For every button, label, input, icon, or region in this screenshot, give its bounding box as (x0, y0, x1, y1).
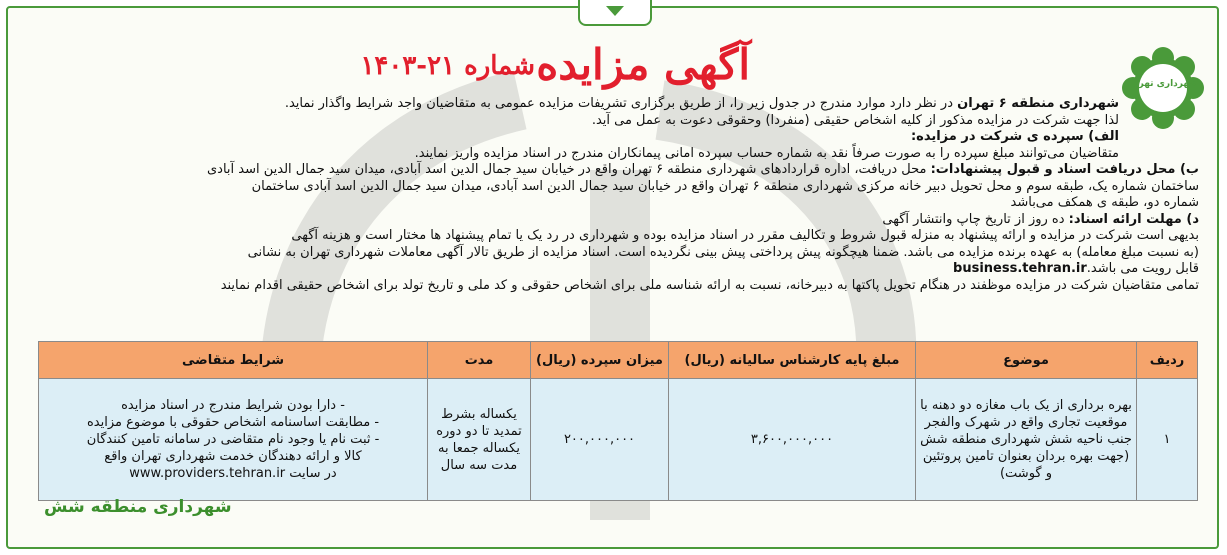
body-line-8: د) مهلت ارائه اسناد: ده روز از تاریخ چاپ وانتشار آگهی (882, 211, 1199, 227)
title-number: شماره ۲۱-۱۴۰۳ (360, 51, 535, 81)
body-line-7: شماره دو، طبقه ی همکف می‌باشد (1010, 195, 1199, 210)
body-line-11: قابل رویت می باشد.business.tehran.ir (953, 261, 1199, 276)
header-base-price: مبلغ پایه کارشناس سالیانه (ریال) (669, 342, 916, 379)
footer-signature: شهرداری منطقه شش (44, 497, 232, 517)
cell-subject: بهره برداری از یک باب مغازه دو دهنه با موقعیت تجاری واقع در شهرک والفجر جنب ناحیه شش شهرداری منطقه شش (جهت بهره بردان بعنوان تامین پروتئین و گوشت) (916, 379, 1137, 501)
header-deposit: میزان سپرده (ریال) (531, 342, 669, 379)
cell-base-price: ۳,۶۰۰,۰۰۰,۰۰۰ (669, 379, 916, 501)
top-tab-arrow-icon (578, 0, 652, 26)
condition-line: در سایت www.providers.tehran.ir (129, 466, 337, 481)
body-line-10: (به نسبت مبلغ معامله) به عهده برنده مزایده می باشد. ضمنا هیچگونه پیش پرداختی پیش بینی نگردیده است. اسناد مزایده از طریق تالار آگهی معاملات شهرداری تهران به نشانی (247, 244, 1199, 260)
condition-line: - ثبت نام یا وجود نام متقاضی در سامانه تامین کنندگان (86, 432, 380, 447)
ad-body (30, 96, 1199, 294)
body-line-12: تمامی متقاضیان شرکت در مزایده موظفند در هنگام تحویل پاکتها به دبیرخانه، نسبت به ارائه شناسه ملی برای اشخاص حقوقی و کد ملی و تاریخ تولد برای اشخاص حقیقی اقدام نمایند (220, 277, 1199, 293)
auction-table (38, 341, 1198, 501)
body-line-3: الف) سپرده ی شرکت در مزایده: (910, 129, 1119, 144)
body-line-4: متقاضیان می‌توانند مبلغ سپرده را به صورت صرفاً نقد به شماره حساب سپرده امانی پیمانکاران مندرج در اسناد مزایده واریز نمایند. (414, 145, 1119, 161)
table-header-row (39, 342, 1198, 379)
title-main: آگهی مزایده (536, 40, 750, 89)
cell-index: ۱ (1137, 379, 1198, 501)
ad-title (330, 40, 750, 92)
table-row (39, 379, 1198, 501)
condition-line: کالا و ارائه دهندگان خدمت شهرداری تهران واقع (104, 449, 362, 464)
header-conditions: شرایط متقاضی (39, 342, 428, 379)
header-subject: موضوع (916, 342, 1137, 379)
cell-conditions (39, 379, 428, 501)
body-line-1: شهرداری منطقه ۶ تهران در نظر دارد موارد مندرج در جدول زیر را، از طریق برگزاری تشریفات مزایده عمومی به متقاضیان واجد شرایط واگذار نماید. (284, 96, 1119, 111)
header-duration: مدت (428, 342, 531, 379)
condition-line: - دارا بودن شرایط مندرج در اسناد مزایده (121, 398, 345, 413)
cell-duration: یکساله بشرط تمدید تا دو دوره یکساله جمعا به مدت سه سال (428, 379, 531, 501)
business-url-link[interactable]: business.tehran.ir (953, 261, 1087, 276)
condition-line: - مطابقت اساسنامه اشخاص حقوقی با موضوع مزایده (86, 415, 380, 430)
body-line-6: ساختمان شماره یک، طبقه سوم و محل تحویل دبیر خانه مرکزی شهرداری منطقه ۶ تهران واقع در خیابان سید جمال الدین اسد آبادی، میدان سید جمال الدین اسد آبادی ساختمان (251, 178, 1199, 194)
body-line-5: ب) محل دریافت اسناد و قبول پیشنهادات: محل دریافت، اداره قراردادهای شهرداری منطقه ۶ تهران واقع در خیابان سید جمال الدین اسد آبادی، میدان سید جمال الدین اسد آبادی (207, 162, 1199, 177)
logo-text: شهرداری تهران (1127, 79, 1199, 89)
cell-deposit: ۲۰۰,۰۰۰,۰۰۰ (531, 379, 669, 501)
header-index: ردیف (1137, 342, 1198, 379)
body-line-2: لذا جهت شرکت در مزایده مذکور از کلیه اشخاص حقیقی (منفردا) وحقوقی دعوت به عمل می آید. (591, 112, 1119, 128)
body-line-9: بدیهی است شرکت در مزایده و ارائه پیشنهاد به منزله قبول شروط و تکالیف مقرر در اسناد مزایده بوده و شهرداری در رد یک یا تمام پیشنهاد ها مختار است و هزینه آگهی (291, 228, 1199, 243)
tehran-municipality-logo-icon (1121, 46, 1205, 130)
